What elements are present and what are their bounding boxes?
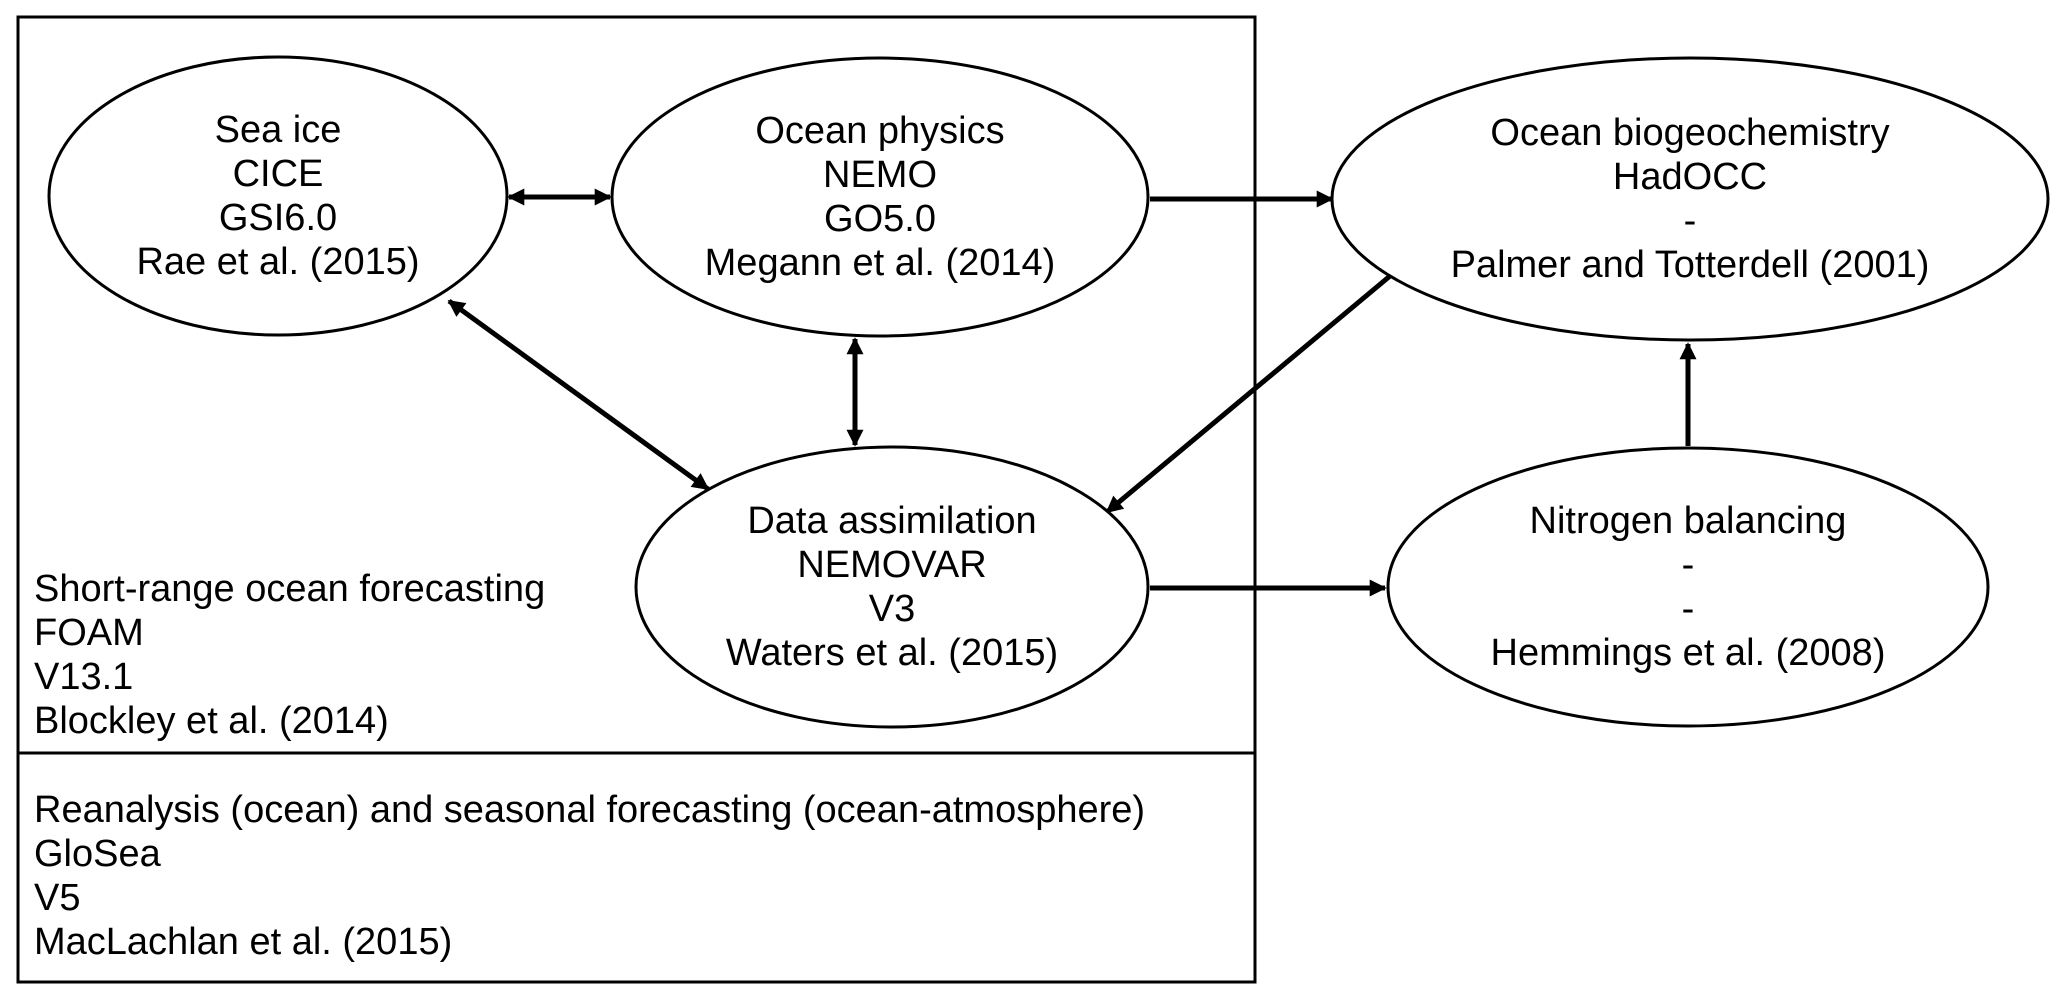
node-line: - [1681,544,1695,586]
system-line: Blockley et al. (2014) [34,700,389,742]
node-line: Rae et al. (2015) [136,241,420,283]
node-line: HadOCC [1612,156,1768,198]
node-line: Nitrogen balancing [1529,500,1847,542]
ocean-biogeochemistry-node [1340,111,2040,287]
system-line: FOAM [34,612,144,654]
node-line: CICE [232,153,324,195]
ocean-physics-node [580,109,1180,285]
glosea-system-label [34,788,1145,964]
node-line: GO5.0 [824,198,936,240]
system-line: MacLachlan et al. (2015) [34,921,453,963]
arrow-biogeochemistry-to-data-assimilation [1107,276,1390,512]
node-line: NEMO [823,154,937,196]
node-line: Sea ice [214,109,342,151]
node-line: - [1681,588,1695,630]
node-line: Megann et al. (2014) [704,242,1056,284]
node-line: Ocean physics [755,110,1005,152]
node-line: Waters et al. (2015) [725,632,1059,674]
node-line: Ocean biogeochemistry [1490,112,1890,154]
node-line: Palmer and Totterdell (2001) [1450,244,1930,286]
system-line: V5 [34,877,81,919]
system-line: Short-range ocean forecasting [34,568,546,610]
node-line: - [1683,200,1697,242]
node-line: GSI6.0 [218,197,338,239]
system-line: Reanalysis (ocean) and seasonal forecasting (ocean-atmosphere) [34,789,1146,831]
data-assimilation-node [592,499,1192,675]
foam-system-label [34,567,545,743]
sea-ice-node [0,108,578,284]
node-line: NEMOVAR [797,544,987,586]
node-line: V3 [868,588,916,630]
system-line: GloSea [34,833,161,875]
arrow-sea-ice-data-assimilation [449,301,708,489]
system-line: V13.1 [34,656,134,698]
node-line: Hemmings et al. (2008) [1490,632,1886,674]
node-line: Data assimilation [747,500,1037,542]
nitrogen-balancing-node [1388,499,1988,675]
